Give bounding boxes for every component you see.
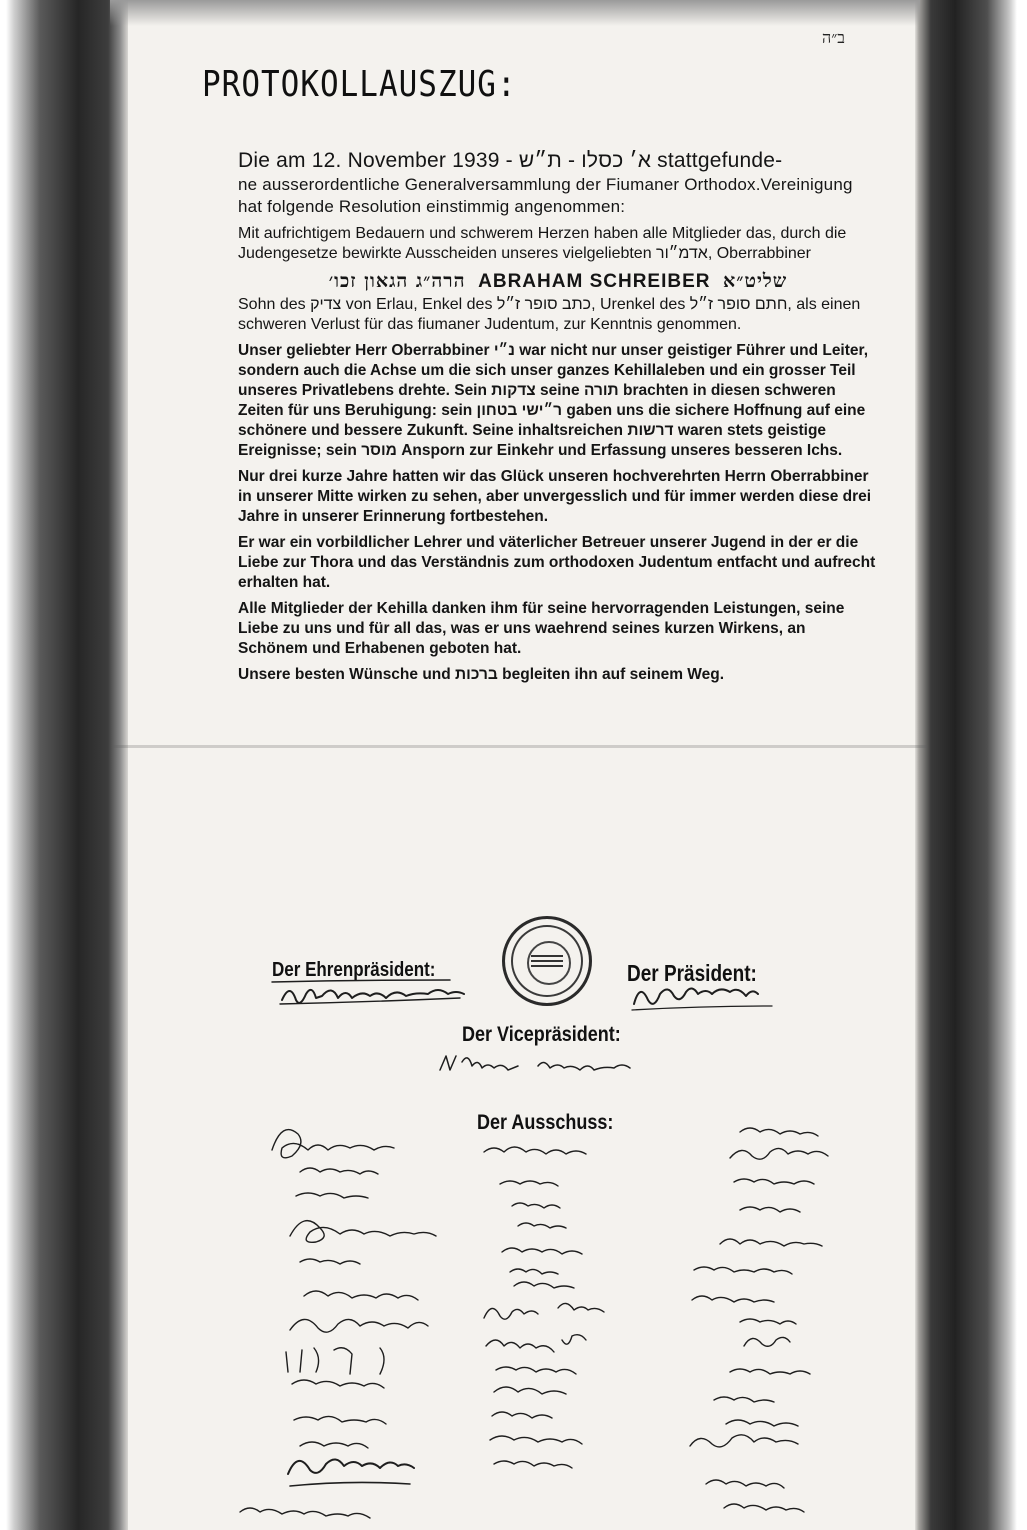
paragraph-4: Nur drei kurze Jahre hatten wir das Glück unseren hochverehrten Herrn Oberrabbiner in unserer Mitte wirken zu sehen, aber unvergesslich und für immer werden diese drei Jahre in unserer Erinnerung fortbestehen. (238, 468, 872, 525)
praesident-label: Der Präsident: (627, 962, 757, 988)
committee-signatures-left (240, 1130, 436, 1518)
paragraph-2: Sohn des צדיק von Erlau, Enkel des כתב סופר ז״ל, Urenkel des חתם סופר ז״ל, als einen schweren Verlust für das fiumaner Judentum, zur Kenntnis genommen. (238, 296, 861, 333)
ehrenpraesident-label: Der Ehrenpräsident: (272, 958, 436, 981)
rabbi-hebrew-blessing: שליט״א (723, 270, 788, 292)
paragraph-1: Mit aufrichtigem Bedauern und schwerem Herzen haben alle Mitglieder das, durch die Judengesetze bewirkte Ausscheiden unseres vielgeliebten אדמ״ור, Oberrabbiner (238, 225, 847, 262)
document-title: PROTOKOLLAUSZUG: (202, 64, 517, 106)
paragraph-6: Alle Mitglieder der Kehilla danken ihm für seine hervorragenden Leistungen, seine Liebe zu uns und für all das, was er uns waehrend seines kurzen Wirkens, an Schönem und Erhabenen geboten hat. (238, 600, 845, 657)
ausschuss-label: Der Ausschuss: (477, 1110, 614, 1134)
signature-praesident (634, 988, 758, 1004)
committee-signatures-right (690, 1128, 828, 1512)
intro-rest: ne ausserordentliche Generalversammlung der Fiumaner Orthodox.Vereinigung hat folgende Resolution einstimmig angenommen: (238, 175, 853, 216)
paragraph-7: Unsere besten Wünsche und ברכות begleiten ihn auf seinem Weg. (238, 666, 725, 683)
vicepraesident-label: Der Vicepräsident: (462, 1022, 621, 1046)
corner-mark: ב״ה (822, 28, 845, 47)
rabbi-hebrew-title: הרה״ג הגאון זכו׳ (328, 270, 466, 292)
paragraph-3: Unser geliebter Herr Oberrabbiner נ״י war nicht nur unser geistiger Führer und Leiter, sondern auch die Achse um die sich unser ganzes Kehillaleben und ein grosser Teil unseres Privatlebens drehte. Sein צדקות seine תורה brachten in diesen schweren Zeiten für uns Beruhigung: sein ר״ישי בטחון gaben uns die sichere Hoffnung auf eine schönere und bessere Zukunft. Seine inhaltsreichen דרשות waren stets geistige Ereignisse; sein מוסר Ansporn zur Einkehr und Erfassung unseres besseren Ichs. (238, 342, 869, 459)
signature-vicepraesident (440, 1056, 630, 1070)
paragraph-5: Er war ein vorbildlicher Lehrer und väterlicher Betreuer unserer Jugend in der er die Liebe zur Thora und das Verständnis zum orthodoxen Judentum entfacht und aufrecht erhalten hat. (238, 534, 876, 591)
rabbi-name: ABRAHAM SCHREIBER (478, 271, 711, 292)
committee-signatures-center (484, 1147, 604, 1468)
intro-first-line: Die am 12. November 1939 - א׳ כסלו - ת״ש stattgefunde- (238, 149, 783, 172)
